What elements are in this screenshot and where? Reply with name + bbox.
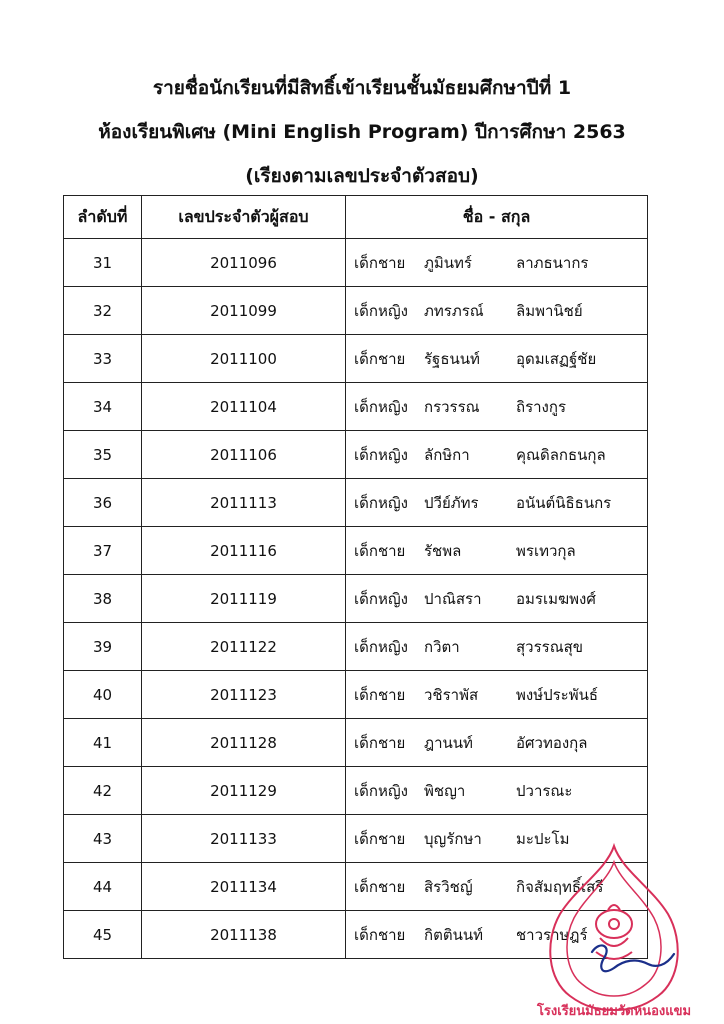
table-row [64, 287, 648, 335]
table-row [64, 431, 648, 479]
row-order-cell: 35 [64, 431, 142, 479]
column-header-order: ลำดับที่ [64, 196, 142, 239]
name-prefix: เด็กหญิง [354, 589, 408, 608]
table-row [64, 479, 648, 527]
row-order-cell: 39 [64, 623, 142, 671]
row-exam-id-cell: 2011104 [142, 383, 346, 431]
row-full-name-cell [346, 479, 648, 527]
row-exam-id-cell: 2011113 [142, 479, 346, 527]
last-name: ชาวราษฎร์ [516, 925, 588, 944]
last-name: อุดมเสฏฐ์ชัย [516, 349, 597, 368]
name-prefix: เด็กชาย [354, 925, 406, 944]
seal-ring-text: โรงเรียนมัธยมวัดหนองแขม [536, 1004, 692, 1018]
name-prefix: เด็กหญิง [354, 637, 408, 656]
row-order-cell: 32 [64, 287, 142, 335]
row-full-name-cell [346, 383, 648, 431]
row-exam-id-cell: 2011134 [142, 863, 346, 911]
row-order-cell: 36 [64, 479, 142, 527]
name-prefix: เด็กชาย [354, 253, 406, 272]
last-name: อนันต์นิธิธนกร [516, 493, 612, 512]
table-row [64, 575, 648, 623]
table-row [64, 239, 648, 287]
name-prefix: เด็กชาย [354, 349, 406, 368]
row-full-name-cell [346, 239, 648, 287]
row-exam-id-cell: 2011123 [142, 671, 346, 719]
first-name: กรวรรณ [424, 397, 480, 416]
row-order-cell: 45 [64, 911, 142, 959]
name-prefix: เด็กหญิง [354, 781, 408, 800]
table-header-row [64, 196, 648, 239]
last-name: พงษ์ประพันธ์ [516, 685, 599, 704]
first-name: ภูมินทร์ [424, 253, 472, 272]
table-row [64, 527, 648, 575]
last-name: ลิมพานิชย์ [516, 301, 583, 320]
name-prefix: เด็กชาย [354, 733, 406, 752]
column-header-exam-id: เลขประจำตัวผู้สอบ [142, 196, 346, 239]
table-row [64, 623, 648, 671]
last-name: ลาภธนากร [516, 253, 589, 272]
table-row [64, 719, 648, 767]
row-order-cell: 34 [64, 383, 142, 431]
row-full-name-cell [346, 527, 648, 575]
title-line-2: ห้องเรียนพิเศษ (Mini English Program) ปีการศึกษา 2563 [98, 121, 626, 143]
first-name: รัฐธนนท์ [424, 349, 480, 368]
row-exam-id-cell: 2011133 [142, 815, 346, 863]
name-prefix: เด็กชาย [354, 685, 406, 704]
first-name: บุญรักษา [424, 829, 482, 848]
school-seal-stamp [536, 840, 692, 1018]
last-name: ปวารณะ [516, 781, 573, 800]
row-full-name-cell [346, 623, 648, 671]
row-full-name-cell [346, 671, 648, 719]
row-exam-id-cell: 2011100 [142, 335, 346, 383]
row-exam-id-cell: 2011122 [142, 623, 346, 671]
name-prefix: เด็กชาย [354, 877, 406, 896]
row-full-name-cell [346, 767, 648, 815]
name-prefix: เด็กหญิง [354, 301, 408, 320]
row-order-cell: 38 [64, 575, 142, 623]
last-name: ถิรางกูร [516, 397, 567, 416]
first-name: รัชพล [424, 541, 462, 560]
row-exam-id-cell: 2011119 [142, 575, 346, 623]
name-prefix: เด็กหญิง [354, 445, 408, 464]
row-exam-id-cell: 2011116 [142, 527, 346, 575]
row-exam-id-cell: 2011129 [142, 767, 346, 815]
row-order-cell: 40 [64, 671, 142, 719]
row-full-name-cell [346, 719, 648, 767]
column-header-full-name: ชื่อ - สกุล [346, 196, 648, 239]
row-full-name-cell [346, 287, 648, 335]
table-row [64, 383, 648, 431]
row-order-cell: 37 [64, 527, 142, 575]
row-exam-id-cell: 2011138 [142, 911, 346, 959]
first-name: กิตตินนท์ [424, 925, 483, 944]
row-full-name-cell [346, 431, 648, 479]
first-name: ปาณิสรา [424, 589, 482, 608]
first-name: ฎานนท์ [424, 733, 473, 752]
row-full-name-cell [346, 335, 648, 383]
first-name: ลักษิกา [424, 445, 470, 464]
row-order-cell: 31 [64, 239, 142, 287]
title-line-1: รายชื่อนักเรียนที่มีสิทธิ์เข้าเรียนชั้นมัธยมศึกษาปีที่ 1 [152, 77, 572, 99]
name-prefix: เด็กชาย [354, 541, 406, 560]
document-title-block [0, 64, 724, 188]
first-name: กวิตา [424, 637, 460, 656]
row-exam-id-cell: 2011128 [142, 719, 346, 767]
row-full-name-cell [346, 575, 648, 623]
last-name: อัศวทองกุล [516, 733, 588, 752]
row-order-cell: 41 [64, 719, 142, 767]
last-name: กิจสัมฤทธิ์เสรี [516, 877, 604, 896]
row-exam-id-cell: 2011106 [142, 431, 346, 479]
table-row [64, 767, 648, 815]
row-order-cell: 44 [64, 863, 142, 911]
first-name: ปวีย์ภัทร [424, 493, 479, 512]
row-exam-id-cell: 2011099 [142, 287, 346, 335]
last-name: สุวรรณสุข [516, 637, 584, 656]
row-order-cell: 33 [64, 335, 142, 383]
table-row [64, 671, 648, 719]
name-prefix: เด็กหญิง [354, 493, 408, 512]
name-prefix: เด็กชาย [354, 829, 406, 848]
first-name: พิชญา [424, 781, 466, 800]
last-name: พรเทวกุล [516, 541, 576, 560]
row-exam-id-cell: 2011096 [142, 239, 346, 287]
first-name: สิรวิชญ์ [424, 877, 473, 896]
title-line-3: (เรียงตามเลขประจำตัวสอบ) [245, 165, 479, 187]
row-order-cell: 43 [64, 815, 142, 863]
last-name: คุณดิลกธนกุล [516, 445, 606, 464]
first-name: วชิราพัส [424, 685, 479, 704]
name-prefix: เด็กหญิง [354, 397, 408, 416]
table-row [64, 335, 648, 383]
row-order-cell: 42 [64, 767, 142, 815]
last-name: มะปะโม [516, 829, 570, 848]
last-name: อมรเมฆพงศ์ [516, 589, 596, 608]
first-name: ภทรภรณ์ [424, 301, 484, 320]
